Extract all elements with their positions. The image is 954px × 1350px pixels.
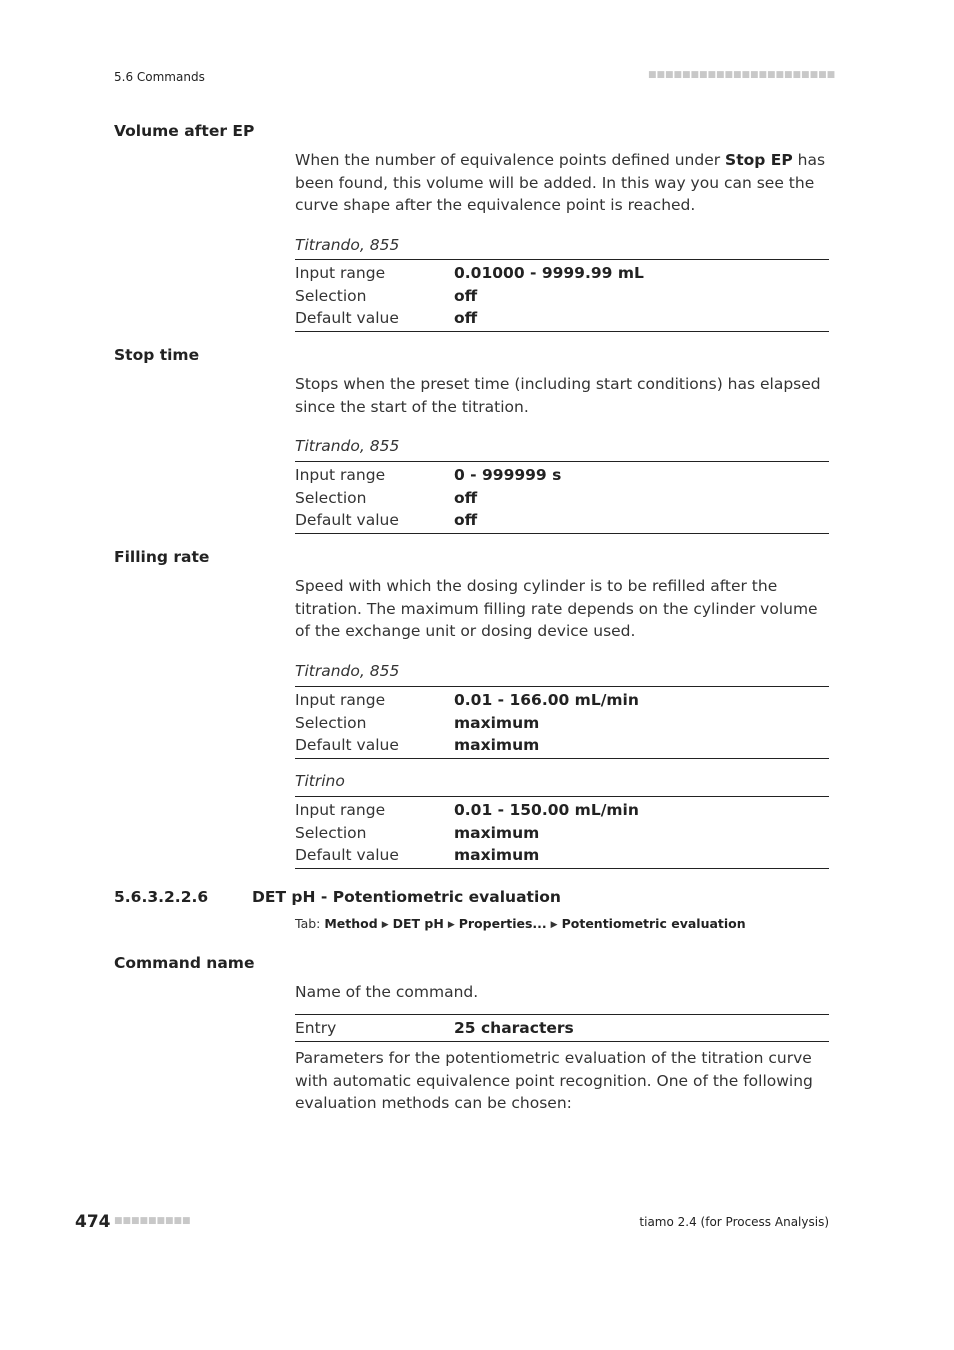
- header-decoration: ■■■■■■■■■■■■■■■■■■■■■■: [648, 70, 836, 80]
- table-row: Selection maximum: [295, 713, 540, 732]
- arrow-right-icon: ▶: [550, 920, 558, 930]
- stop-time-heading: Stop time: [114, 346, 200, 364]
- volume-after-ep-table-label: Titrando, 855: [295, 236, 400, 254]
- running-header-section: 5.6 Commands: [114, 70, 205, 84]
- stop-ep-term: Stop EP: [725, 151, 793, 169]
- table-row: Input range 0 - 999999 s: [295, 466, 562, 485]
- table-row: Default value off: [295, 309, 478, 328]
- subsection-title: DET pH - Potentiometric evaluation: [252, 888, 561, 906]
- stop-time-table: [295, 461, 829, 534]
- evaluation-parameters-description: Parameters for the potentiometric evaluation of the titration curve with automatic equivalence point recognition. One of the following evaluation methods can be chosen:: [295, 1049, 813, 1113]
- footer-decoration: ■■■■■■■■■: [114, 1216, 191, 1226]
- tab-path-potentiometric-evaluation: Potentiometric evaluation: [561, 916, 746, 931]
- stop-time-table-label: Titrando, 855: [295, 437, 400, 455]
- table-row: Selection off: [295, 286, 478, 305]
- table-row: Selection off: [295, 488, 478, 507]
- arrow-right-icon: ▶: [447, 920, 455, 930]
- command-name-description: Name of the command.: [295, 983, 479, 1001]
- arrow-right-icon: ▶: [381, 920, 389, 930]
- filling-rate-table-titrino: [295, 796, 829, 869]
- table-row: Entry 25 characters: [295, 1019, 574, 1038]
- volume-after-ep-heading: Volume after EP: [114, 122, 255, 140]
- table-row: Input range 0.01 - 166.00 mL/min: [295, 691, 639, 710]
- table-row: Selection maximum: [295, 823, 540, 842]
- table-row: Input range 0.01000 - 9999.99 mL: [295, 264, 644, 283]
- page-number: 474: [75, 1212, 111, 1232]
- filling-rate-heading: Filling rate: [114, 548, 210, 566]
- filling-rate-table1-label: Titrando, 855: [295, 662, 400, 680]
- footer-product-name: tiamo 2.4 (for Process Analysis): [639, 1215, 829, 1229]
- tab-path: Tab: Method ▶ DET pH ▶ Properties... ▶ Potentiometric evaluation: [295, 916, 746, 931]
- table-row: Default value off: [295, 511, 478, 530]
- subsection-number: 5.6.3.2.2.6: [114, 888, 209, 906]
- tab-path-method: Method: [324, 916, 378, 931]
- table-row: Default value maximum: [295, 846, 540, 865]
- filling-rate-table-titrando: [295, 686, 829, 759]
- subsection-heading: [114, 888, 561, 906]
- command-name-heading: Command name: [114, 954, 255, 972]
- filling-rate-description: Speed with which the dosing cylinder is to be refilled after the titration. The maximum filling rate depends on the cylinder volume of the exchange unit or dosing device used.: [295, 577, 818, 641]
- filling-rate-table2-label: Titrino: [295, 772, 345, 790]
- volume-after-ep-table: [295, 259, 829, 332]
- command-name-table: [295, 1014, 829, 1042]
- tab-path-det-ph: DET pH: [392, 916, 444, 931]
- stop-time-description: Stops when the preset time (including start conditions) has elapsed since the start of the titration.: [295, 375, 821, 416]
- table-row: Default value maximum: [295, 736, 540, 755]
- tab-path-properties: Properties...: [458, 916, 547, 931]
- volume-after-ep-description: When the number of equivalence points defined under Stop EP has been found, this volume will be added. In this way you can see the curve shape after the equivalence point is reached.: [295, 151, 826, 215]
- table-row: Input range 0.01 - 150.00 mL/min: [295, 801, 639, 820]
